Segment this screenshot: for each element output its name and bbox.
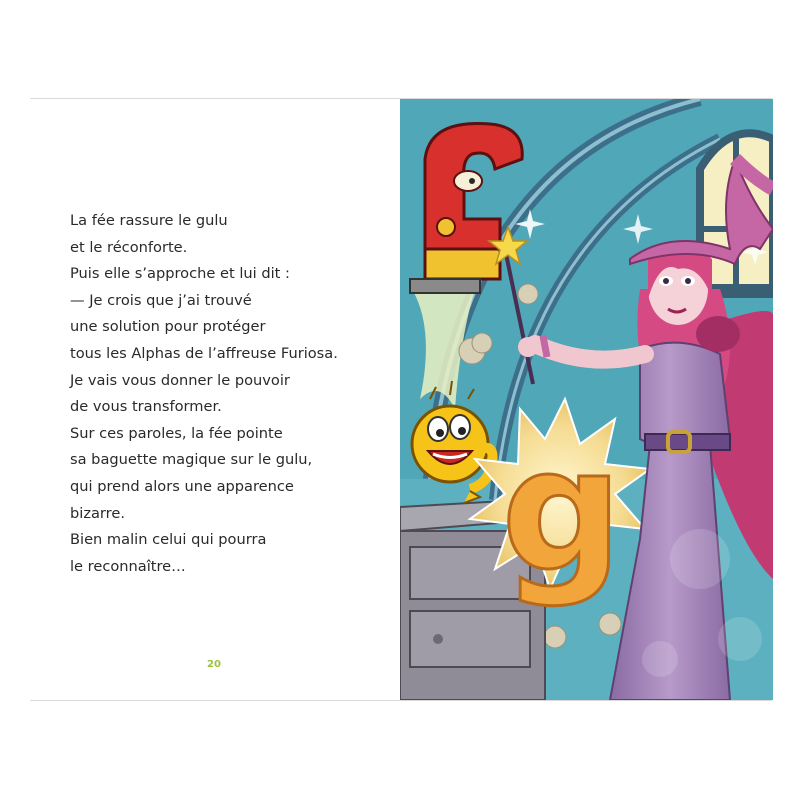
page-number: 20: [207, 659, 221, 670]
story-line: La fée rassure le gulu: [70, 212, 228, 229]
story-line: Je vais vous donner le pouvoir: [70, 371, 290, 389]
story-line: une solution pour protéger: [70, 318, 266, 336]
story-line: Bien malin celui qui pourra: [70, 531, 267, 549]
illustration: [400, 99, 773, 700]
story-line: bizarre.: [70, 504, 125, 522]
bottom-rule: [30, 700, 772, 701]
story-line: et le réconforte.: [70, 238, 188, 256]
story-line: qui prend alors une apparence: [70, 477, 294, 495]
magic-letter-g: g: [501, 412, 623, 610]
illustration-art: [400, 99, 773, 700]
story-line: tous les Alphas de l’affreuse Furiosa.: [70, 344, 338, 362]
story-line: — Je crois que j’ai trouvé: [70, 291, 252, 309]
story-line: de vous transformer.: [70, 398, 222, 416]
story-text: [70, 208, 338, 580]
story-line: Sur ces paroles, la fée pointe: [70, 424, 283, 442]
left-page: [30, 99, 400, 700]
story-line: Puis elle s’approche et lui dit :: [70, 265, 290, 283]
story-line: le reconnaître…: [70, 557, 186, 575]
story-line: sa baguette magique sur le gulu,: [70, 451, 313, 469]
